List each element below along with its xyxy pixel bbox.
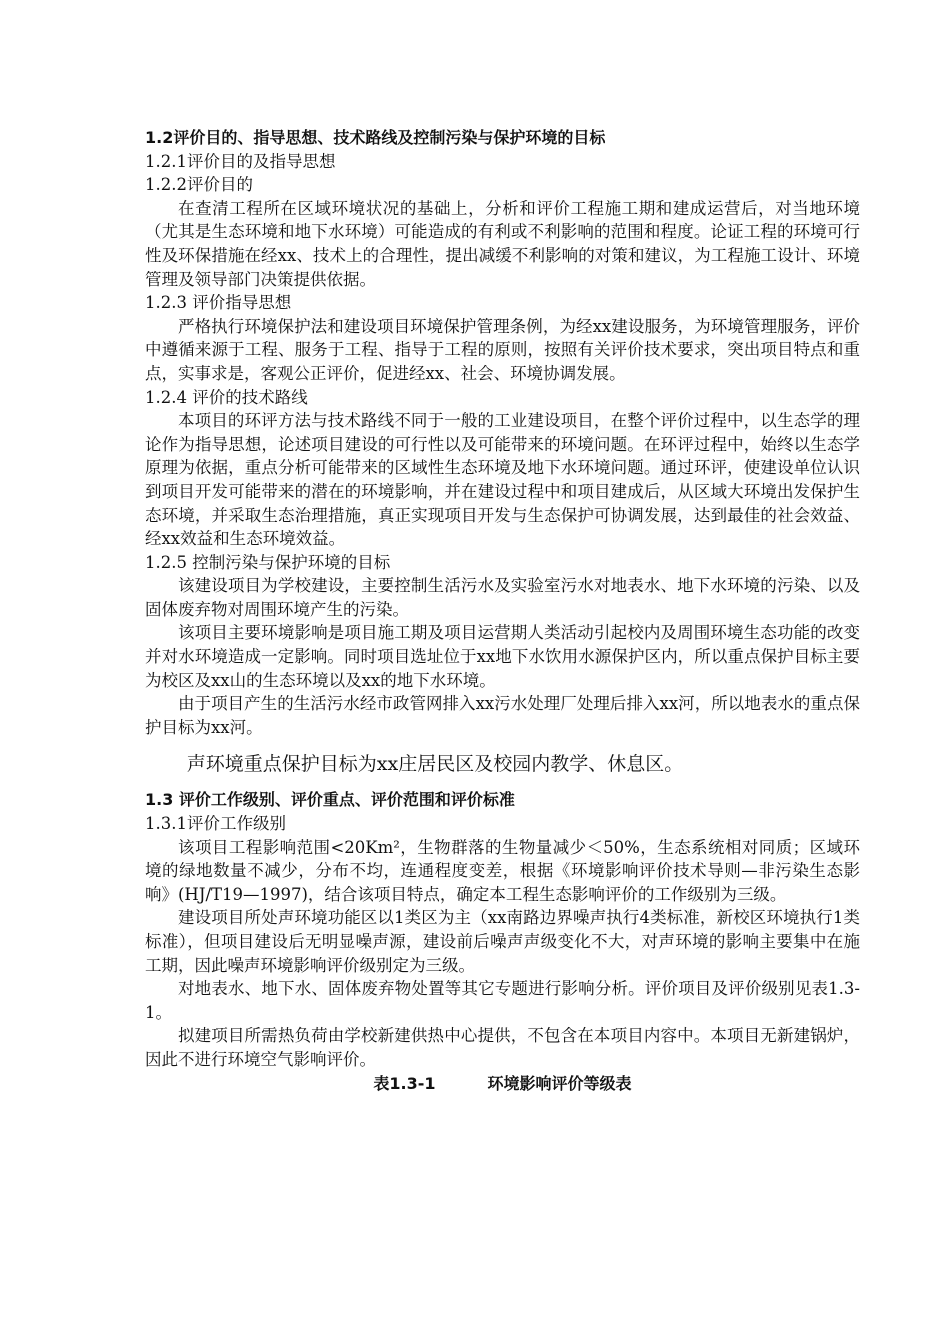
paragraph: 该项目主要环境影响是项目施工期及项目运营期人类活动引起校内及周围环境生态功能的改变并对水环境造成一定影响。同时项目选址位于xx地下水饮用水源保护区内，所以重点保护目标主要为校区及xx山的生态环境以及xx的地下水环境。 bbox=[145, 623, 860, 690]
paragraph: 严格执行环境保护法和建设项目环境保护管理条例，为经xx建设服务，为环境管理服务，评价中遵循来源于工程、服务于工程、指导于工程的原则，按照有关评价技术要求，突出项目特点和重点，实事求是，客观公正评价，促进经xx、社会、环境协调发展。 bbox=[145, 316, 860, 383]
subsection-1-2-3: 1.2.3 评价指导思想 bbox=[145, 293, 292, 313]
subsection-1-2-2: 1.2.2评价目的 bbox=[145, 175, 253, 195]
section-1-3-heading: 1.3 评价工作级别、评价重点、评价范围和评价标准 bbox=[145, 790, 515, 810]
paragraph: 对地表水、地下水、固体废弃物处置等其它专题进行影响分析。评价项目及评价级别见表1.3-1。 bbox=[145, 979, 860, 1022]
paragraph: 该建设项目为学校建设，主要控制生活污水及实验室污水对地表水、地下水环境的污染、以及固体废弃物对周围环境产生的污染。 bbox=[145, 576, 860, 619]
subsection-1-3-1: 1.3.1评价工作级别 bbox=[145, 814, 286, 834]
paragraph: 拟建项目所需热负荷由学校新建供热中心提供，不包含在本项目内容中。本项目无新建锅炉，因此不进行环境空气影响评价。 bbox=[145, 1026, 860, 1069]
section-1-2-heading: 1.2评价目的、指导思想、技术路线及控制污染与保护环境的目标 bbox=[145, 128, 606, 147]
table-caption bbox=[145, 1072, 860, 1096]
paragraph: 在查清工程所在区域环境状况的基础上，分析和评价工程施工期和建成运营后，对当地环境（尤其是生态环境和地下水环境）可能造成的有利或不利影响的范围和程度。论证工程的环境可行性及环保措施在经xx、技术上的合理性，提出减缓不利影响的对策和建议，为工程施工设计、环境管理及领导部门决策提供依据。 bbox=[145, 198, 860, 289]
table-title: 环境影响评价等级表 bbox=[487, 1073, 632, 1093]
subsection-1-2-4: 1.2.4 评价的技术路线 bbox=[145, 387, 308, 407]
paragraph: 由于项目产生的生活污水经市政管网排入xx污水处理厂处理后排入xx河，所以地表水的重点保护目标为xx河。 bbox=[145, 694, 860, 737]
paragraph-large: 声环境重点保护目标为xx庄居民区及校园内教学、休息区。 bbox=[186, 753, 684, 776]
subsection-1-2-1: 1.2.1评价目的及指导思想 bbox=[145, 151, 336, 171]
paragraph: 该项目工程影响范围<20Km²，生物群落的生物量减少＜50%，生态系统相对同质；区域环境的绿地数量不减少，分布不均，连通程度变差，根据《环境影响评价技术导则—非污染生态影响》(HJ/T19—1997)，结合该项目特点，确定本工程生态影响评价的工作级别为三级。 bbox=[145, 837, 860, 904]
document-page bbox=[145, 126, 860, 1095]
paragraph: 建设项目所处声环境功能区以1类区为主（xx南路边界噪声执行4类标准，新校区环境执行1类标准），但项目建设后无明显噪声源，建设前后噪声声级变化不大，对声环境的影响主要集中在施工期，因此噪声环境影响评价级别定为三级。 bbox=[145, 908, 860, 975]
subsection-1-2-5: 1.2.5 控制污染与保护环境的目标 bbox=[145, 552, 391, 572]
paragraph: 本项目的环评方法与技术路线不同于一般的工业建设项目，在整个评价过程中，以生态学的理论作为指导思想，论述项目建设的可行性以及可能带来的环境问题。在环评过程中，始终以生态学原理为依据，重点分析可能带来的区域性生态环境及地下水环境问题。通过环评，使建设单位认识到项目开发可能带来的潜在的环境影响，并在建设过程中和项目建成后，从区域大环境出发保护生态环境，并采取生态治理措施，真正实现项目开发与生态保护可协调发展，达到最佳的社会效益、经xx效益和生态环境效益。 bbox=[145, 411, 860, 549]
table-number: 表1.3-1 bbox=[373, 1073, 436, 1093]
